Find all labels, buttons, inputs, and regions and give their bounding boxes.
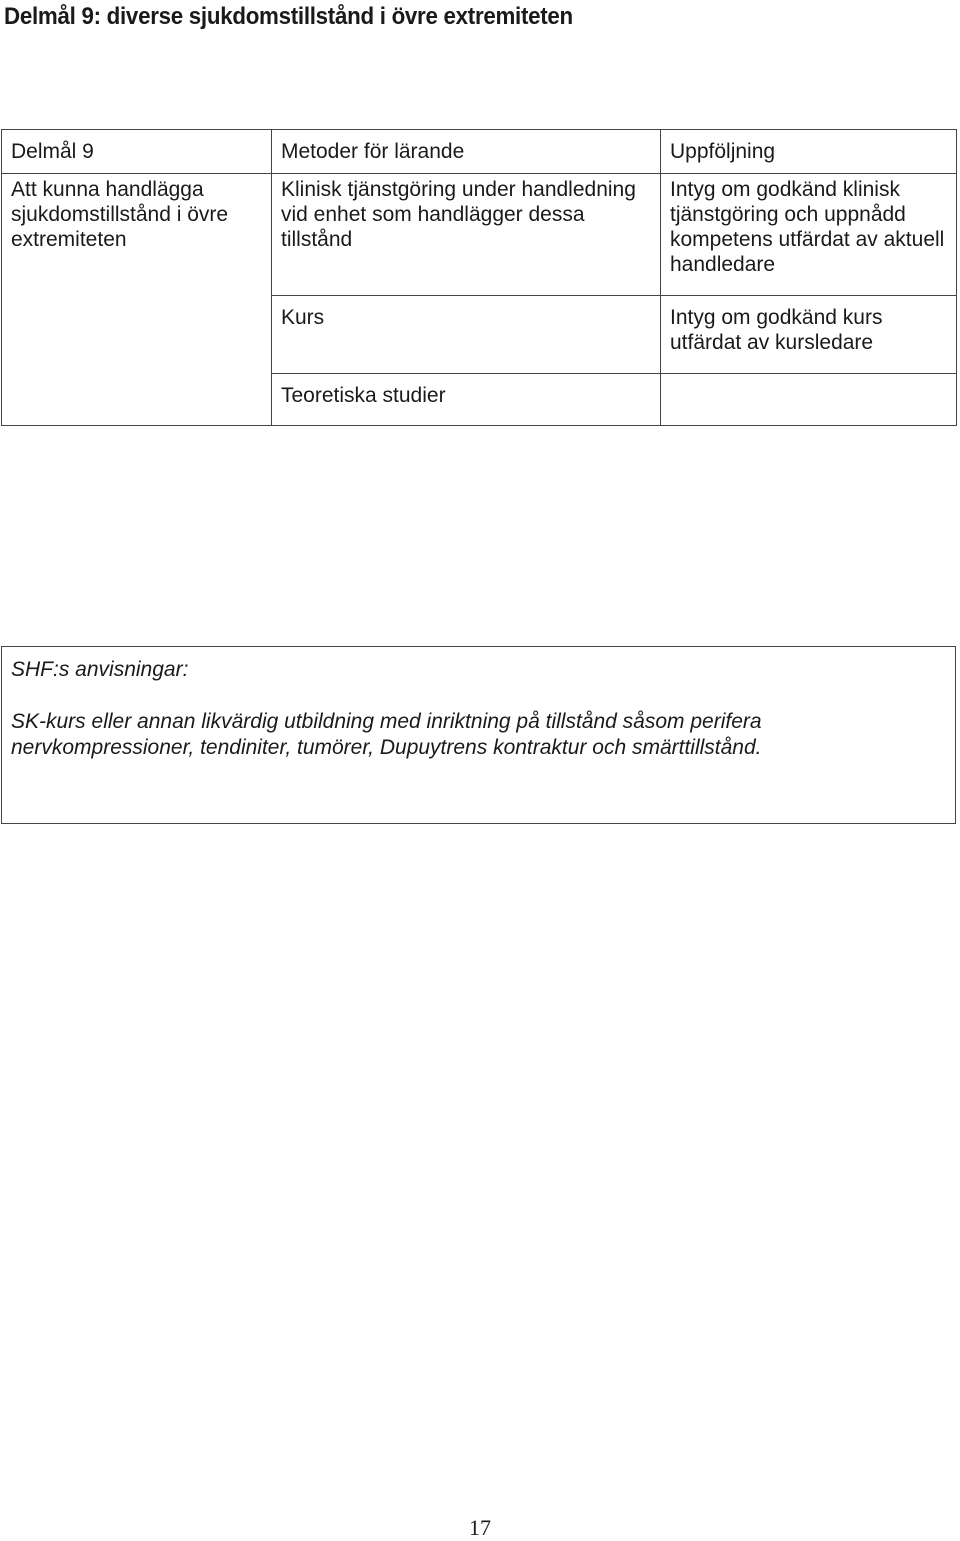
table-row <box>2 174 957 296</box>
goal-table <box>1 129 957 426</box>
method-cell: Klinisk tjänstgöring under handledning vid enhet som handlägger dessa tillstånd <box>272 174 661 296</box>
header-goal: Delmål 9 <box>2 130 272 174</box>
header-followup: Uppföljning <box>661 130 957 174</box>
method-cell: Kurs <box>272 296 661 374</box>
instructions-box <box>1 646 956 824</box>
method-cell: Teoretiska studier <box>272 374 661 426</box>
table-header-row <box>2 130 957 174</box>
goal-description: Att kunna handlägga sjukdomstillstånd i övre extremiteten <box>2 174 272 426</box>
followup-cell <box>661 374 957 426</box>
page-number: 17 <box>469 1515 491 1540</box>
page-title: Delmål 9: diverse sjukdomstillstånd i övre extremiteten <box>4 3 573 30</box>
followup-cell: Intyg om godkänd klinisk tjänstgöring och uppnådd kompetens utfärdat av aktuell handledare <box>661 174 957 296</box>
instructions-heading: SHF:s anvisningar: <box>11 658 189 681</box>
followup-cell: Intyg om godkänd kurs utfärdat av kursledare <box>661 296 957 374</box>
header-methods: Metoder för lärande <box>272 130 661 174</box>
instructions-text: SK-kurs eller annan likvärdig utbildning med inriktning på tillstånd såsom perifera nervkompressioner, tendiniter, tumörer, Dupuytrens kontraktur och smärttillstånd. <box>11 710 762 759</box>
